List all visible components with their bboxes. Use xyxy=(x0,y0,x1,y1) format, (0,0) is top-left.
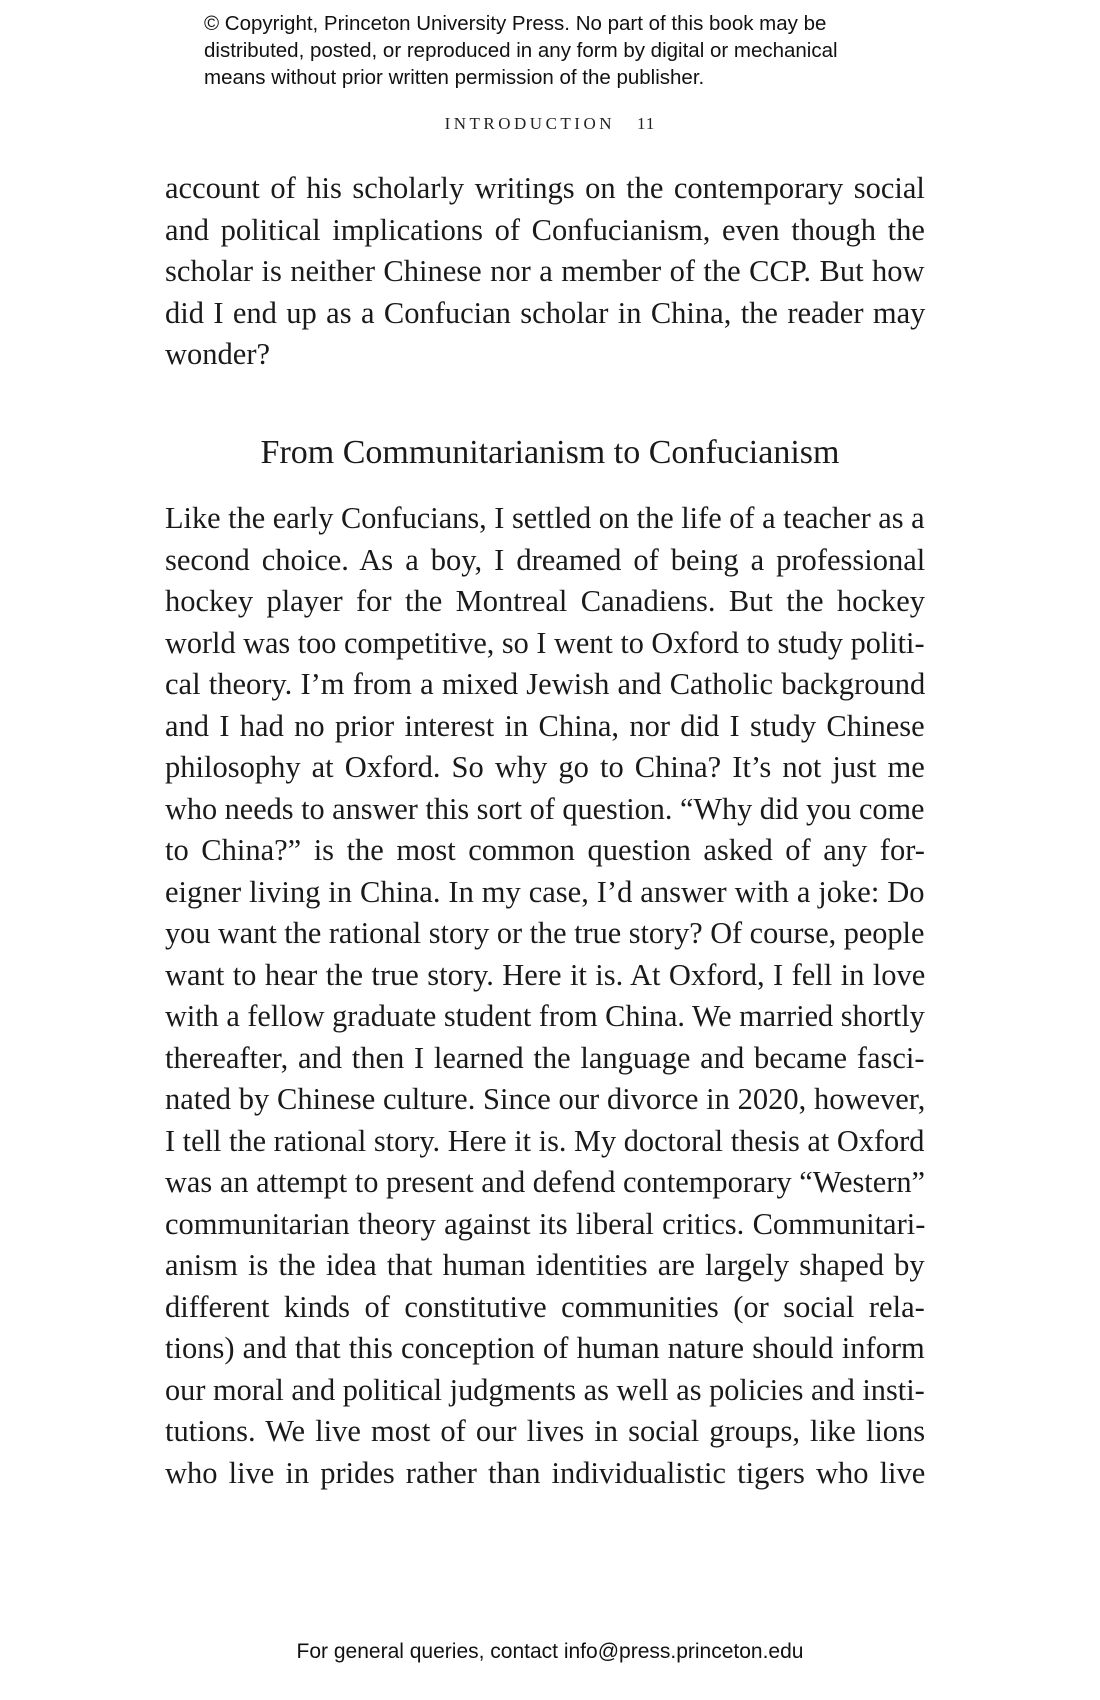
footer-contact: For general queries, contact info@press.princeton.edu xyxy=(296,1640,804,1663)
text-line: tutions. We live most of our lives in social groups, like lions xyxy=(165,1414,926,1448)
text-line: different kinds of constitutive communities (or social rela- xyxy=(165,1289,925,1324)
copyright-line: distributed, posted, or reproduced in any form by digital or mechanical xyxy=(204,39,838,62)
page-number: 11 xyxy=(637,114,656,133)
copyright-line: means without prior written permission of the publisher. xyxy=(204,66,705,89)
text-line: world was too competitive, so I went to Oxford to study politi- xyxy=(165,625,925,660)
section-heading: From Communitarianism to Confucianism xyxy=(260,434,840,471)
text-line: scholar is neither Chinese nor a member of the CCP. But how xyxy=(165,254,925,288)
text-line: tions) and that this conception of human nature should inform xyxy=(165,1331,925,1365)
text-line: with a fellow graduate student from China. We married shortly xyxy=(165,999,925,1033)
text-line: did I end up as a Confucian scholar in China, the reader may xyxy=(165,295,926,330)
paragraph-main xyxy=(165,498,925,1494)
text-line: communitarian theory against its liberal critics. Communitari- xyxy=(165,1206,926,1241)
text-line: I tell the rational story. Here it is. My doctoral thesis at Oxford xyxy=(165,1123,925,1158)
running-head xyxy=(0,114,1100,134)
text-line: and I had no prior interest in China, nor did I study Chinese xyxy=(165,708,925,743)
text-line: thereafter, and then I learned the language and became fasci- xyxy=(165,1040,925,1075)
running-head-title: INTRODUCTION xyxy=(444,114,616,133)
copyright-notice xyxy=(204,10,924,91)
text-line: want to hear the true story. Here it is. At Oxford, I fell in love xyxy=(165,957,926,992)
copyright-line: © Copyright, Princeton University Press. No part of this book may be xyxy=(204,12,827,35)
text-line: was an attempt to present and defend contemporary “Western” xyxy=(165,1165,925,1199)
text-line: anism is the idea that human identities are largely shaped by xyxy=(165,1248,925,1282)
paragraph-continued xyxy=(165,168,925,376)
text-line: and political implications of Confucianism, even though the xyxy=(165,212,925,247)
text-line: our moral and political judgments as well as policies and insti- xyxy=(165,1372,925,1407)
text-line: philosophy at Oxford. So why go to China? It’s not just me xyxy=(165,750,925,784)
text-line: eigner living in China. In my case, I’d answer with a joke: Do xyxy=(165,874,925,909)
text-line: you want the rational story or the true story? Of course, people xyxy=(165,916,925,950)
text-line: second choice. As a boy, I dreamed of being a professional xyxy=(165,542,926,577)
text-line: cal theory. I’m from a mixed Jewish and Catholic background xyxy=(165,667,926,701)
text-line: to China?” is the most common question asked of any for- xyxy=(165,833,925,867)
text-line: nated by Chinese culture. Since our divorce in 2020, however, xyxy=(165,1082,926,1116)
text-line: hockey player for the Montreal Canadiens. But the hockey xyxy=(165,584,925,618)
text-line: who live in prides rather than individualistic tigers who live xyxy=(165,1455,926,1490)
text-line: wonder? xyxy=(165,337,271,371)
text-line: account of his scholarly writings on the contemporary social xyxy=(165,171,925,205)
text-line: Like the early Confucians, I settled on the life of a teacher as a xyxy=(165,501,925,535)
text-line: who needs to answer this sort of question. “Why did you come xyxy=(165,791,925,826)
